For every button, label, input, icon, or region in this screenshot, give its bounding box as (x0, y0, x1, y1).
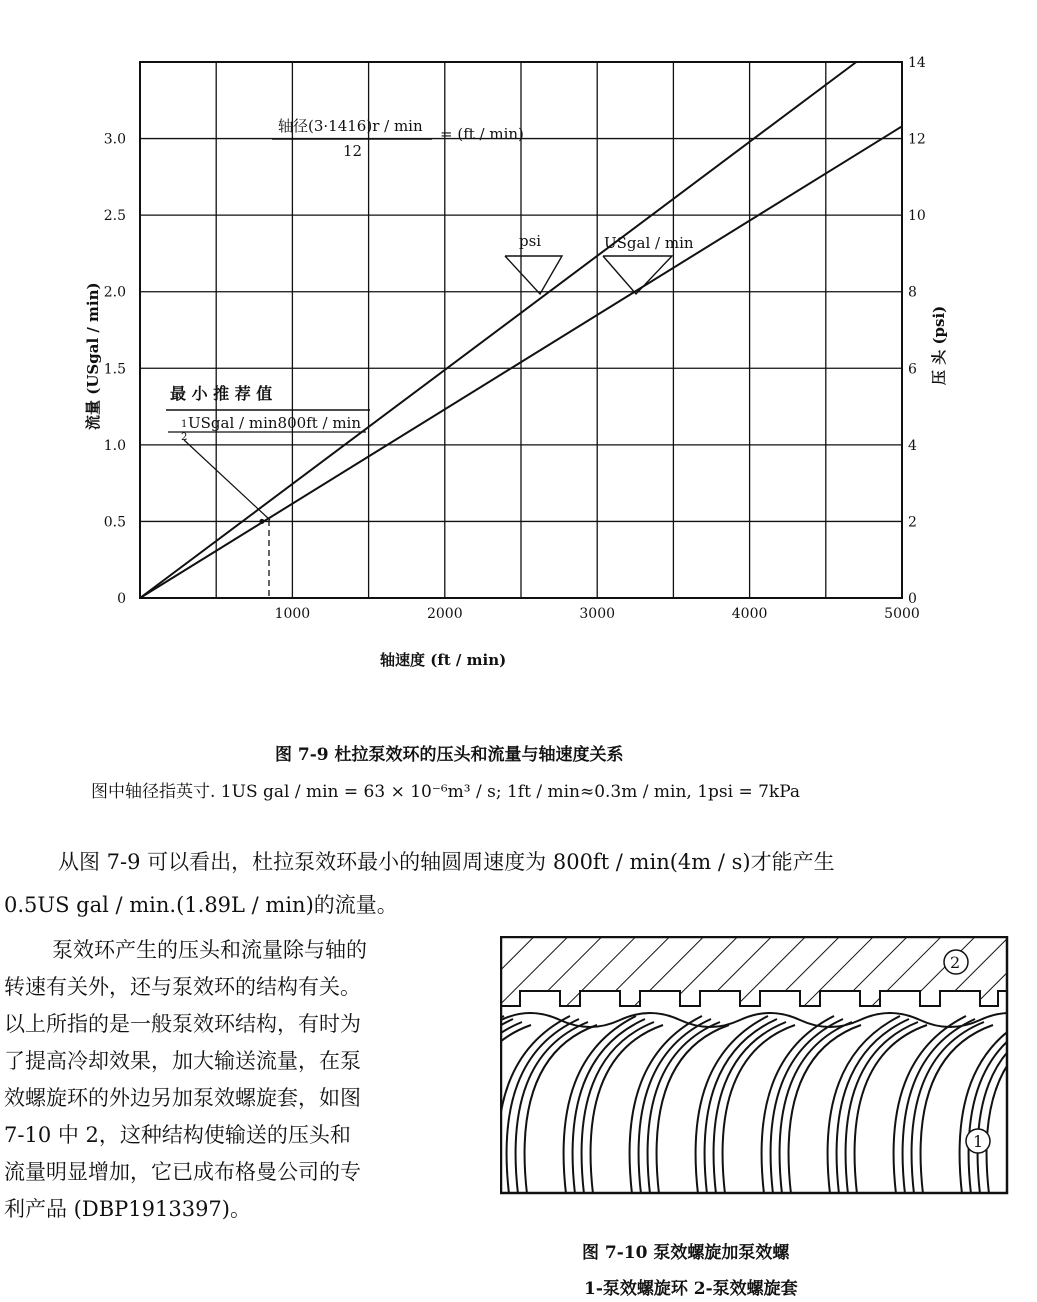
paragraph-2-line: 利产品 (DBP1913397)。 (4, 1197, 251, 1221)
y-right-tick-label: 12 (908, 131, 926, 148)
y-left-tick-label: 1.5 (103, 361, 126, 378)
flow-series-label: USgal / min (604, 234, 694, 252)
min-value-fraction-den: 2 (181, 432, 188, 443)
paragraph-2-line: 转速有关外，还与泵效环的结构有关。 (4, 975, 361, 999)
thread-arc (762, 1016, 834, 1194)
paragraph-2-line: 以上所指的是一般泵效环结构，有时为 (4, 1012, 361, 1036)
y-left-tick-label: 2.5 (103, 208, 126, 225)
paragraph-2-line: 泵效环产生的压头和流量除与轴的 (52, 938, 367, 962)
paragraph-2-line: 效螺旋环的外边另加泵效螺旋套，如图 (4, 1086, 361, 1110)
thread-arc (960, 1016, 1012, 1194)
spiral-ring-threads (500, 1013, 1012, 1194)
figure-7-9-caption: 图 7-9 杜拉泵效环的压头和流量与轴速度关系 (275, 745, 624, 765)
paragraph-1-line-1: 从图 7-9 可以看出，杜拉泵效环最小的轴圆周速度为 800ft / min(4m / s)才能产生 (58, 850, 835, 874)
y-left-tick-label: 0.5 (103, 514, 126, 531)
callout-1-label: 1 (973, 1132, 984, 1151)
formula-rhs: = (ft / min) (440, 125, 524, 143)
thread-arc (828, 1016, 900, 1194)
paragraph-1-line-2: 0.5US gal / min.(1.89L / min)的流量。 (4, 893, 398, 917)
min-value-arrow (184, 440, 270, 520)
paragraph-2-line: 流量明显增加，它已成布格曼公司的专 (4, 1160, 361, 1184)
y-left-tick-label: 1.0 (103, 437, 126, 454)
spiral-sleeve (501, 937, 1007, 1006)
y-left-tick-label: 3.0 (103, 131, 126, 148)
thread-arc (894, 1016, 966, 1194)
formula-denominator: 12 (343, 142, 363, 160)
y-right-tick-label: 8 (908, 284, 917, 301)
y-left-tick-label: 0 (117, 591, 126, 607)
y-right-axis-title: 压 头 (psi) (930, 305, 948, 385)
figure-7-10-legend: 1-泵效螺旋环 2-泵效螺旋套 (584, 1279, 798, 1299)
figure-7-10-caption: 图 7-10 泵效螺旋加泵效螺 (582, 1243, 790, 1263)
y-right-tick-label: 0 (908, 591, 917, 607)
y-left-tick-label: 2.0 (103, 284, 126, 301)
callout-2-label: 2 (950, 953, 961, 972)
figure-7-10-drawing (500, 936, 1012, 1198)
x-tick-label: 1000 (274, 606, 311, 622)
x-tick-label: 2000 (426, 606, 463, 622)
min-recommended-label: 最 小 推 荐 值 (170, 384, 273, 403)
y-right-tick-label: 2 (908, 514, 917, 531)
min-recommended-point (259, 519, 264, 524)
paragraph-2-line: 7-10 中 2，这种结构使输送的压头和 (4, 1123, 351, 1147)
min-value-fraction-num: 1 (181, 419, 188, 430)
formula-numerator: 轴径(3·1416)r / min (278, 117, 423, 135)
y-right-tick-label: 14 (908, 55, 926, 71)
psi-series-label: psi (519, 232, 542, 250)
min-value-label: USgal / min800ft / min (188, 414, 362, 432)
thread-arc (564, 1016, 636, 1194)
y-left-axis-title: 流量 (USgal / min) (84, 282, 102, 430)
y-right-tick-label: 6 (908, 361, 917, 378)
x-axis-title: 轴速度 (ft / min) (380, 651, 507, 669)
x-tick-label: 3000 (579, 606, 616, 622)
y-right-tick-label: 4 (908, 437, 917, 454)
x-tick-label: 5000 (884, 606, 920, 622)
y-right-tick-label: 10 (908, 208, 926, 225)
figure-7-9-note: 图中轴径指英寸. 1US gal / min = 63 × 10⁻⁶m³ / s; 1ft / min≈0.3m / min, 1psi = 7kPa (91, 782, 801, 802)
thread-arc (696, 1016, 768, 1194)
paragraph-2-line: 了提高冷却效果，加大输送流量，在泵 (4, 1049, 361, 1073)
x-tick-label: 4000 (731, 606, 768, 622)
thread-arc (630, 1016, 702, 1194)
